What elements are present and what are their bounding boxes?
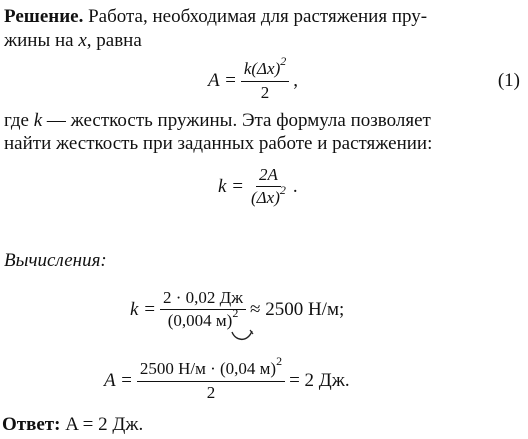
formula-2-lhs: k = [218,176,245,197]
calc-2-rhs: = 2 Дж. [289,370,350,391]
calc-heading: Вычисления: [4,250,107,271]
calc-2 [104,354,350,404]
formula-1 [208,54,298,104]
calc-1-denominator: (0,004 м)$^2$ [167,306,239,330]
text-line-1-rest: Работа, необходимая для растяжения пру- [83,6,428,27]
text-line-3-rest: — жесткость пружины. Эта формула позволяет [42,110,431,131]
solution-label: Решение. [4,6,84,27]
calc-1-rhs: ≈ 2500 Н/м; [250,299,345,320]
text-line-3 [4,110,431,132]
var-k: k [33,110,43,131]
calc-1-numerator: 2 · 0,02 Дж [160,287,246,310]
calc-1-lhs: k = [130,299,157,320]
text-line-1 [4,6,427,28]
formula-2-tail: . [292,176,298,197]
answer-value: A = 2 Дж. [60,414,144,435]
var-x: x [78,30,87,51]
handwritten-mark [230,328,256,344]
answer-line [2,414,143,436]
formula-2-fraction [248,164,289,210]
formula-1-lhs: A = [208,70,237,91]
formula-2-numerator: 2A [256,164,281,187]
formula-2-denominator: $(\Delta x)^2$ [251,183,286,207]
calc-1 [130,287,344,333]
calc-2-numerator: 2500 Н/м · (0,04 м)$^2$ [137,358,285,382]
formula-1-tail: , [293,70,298,91]
calc-2-lhs: A = [104,370,133,391]
calc-2-denominator: 2 [206,383,216,402]
calc-1-fraction [160,287,246,333]
text-line-2-b: , равна [86,30,142,51]
text-line-2-a: жины на [4,30,79,51]
answer-label: Ответ: [2,414,61,435]
formula-2 [218,164,298,210]
formula-1-numerator: $k(\Delta x)^2$ [241,58,289,82]
text-line-4: найти жесткость при заданных работе и растяжении: [4,133,433,154]
calc-2-fraction [137,354,285,404]
formula-1-fraction [241,54,289,104]
text-line-3-a: где [4,110,34,131]
text-line-2 [4,30,142,52]
formula-1-denominator: 2 [260,83,270,102]
equation-number: (1) [497,70,520,91]
